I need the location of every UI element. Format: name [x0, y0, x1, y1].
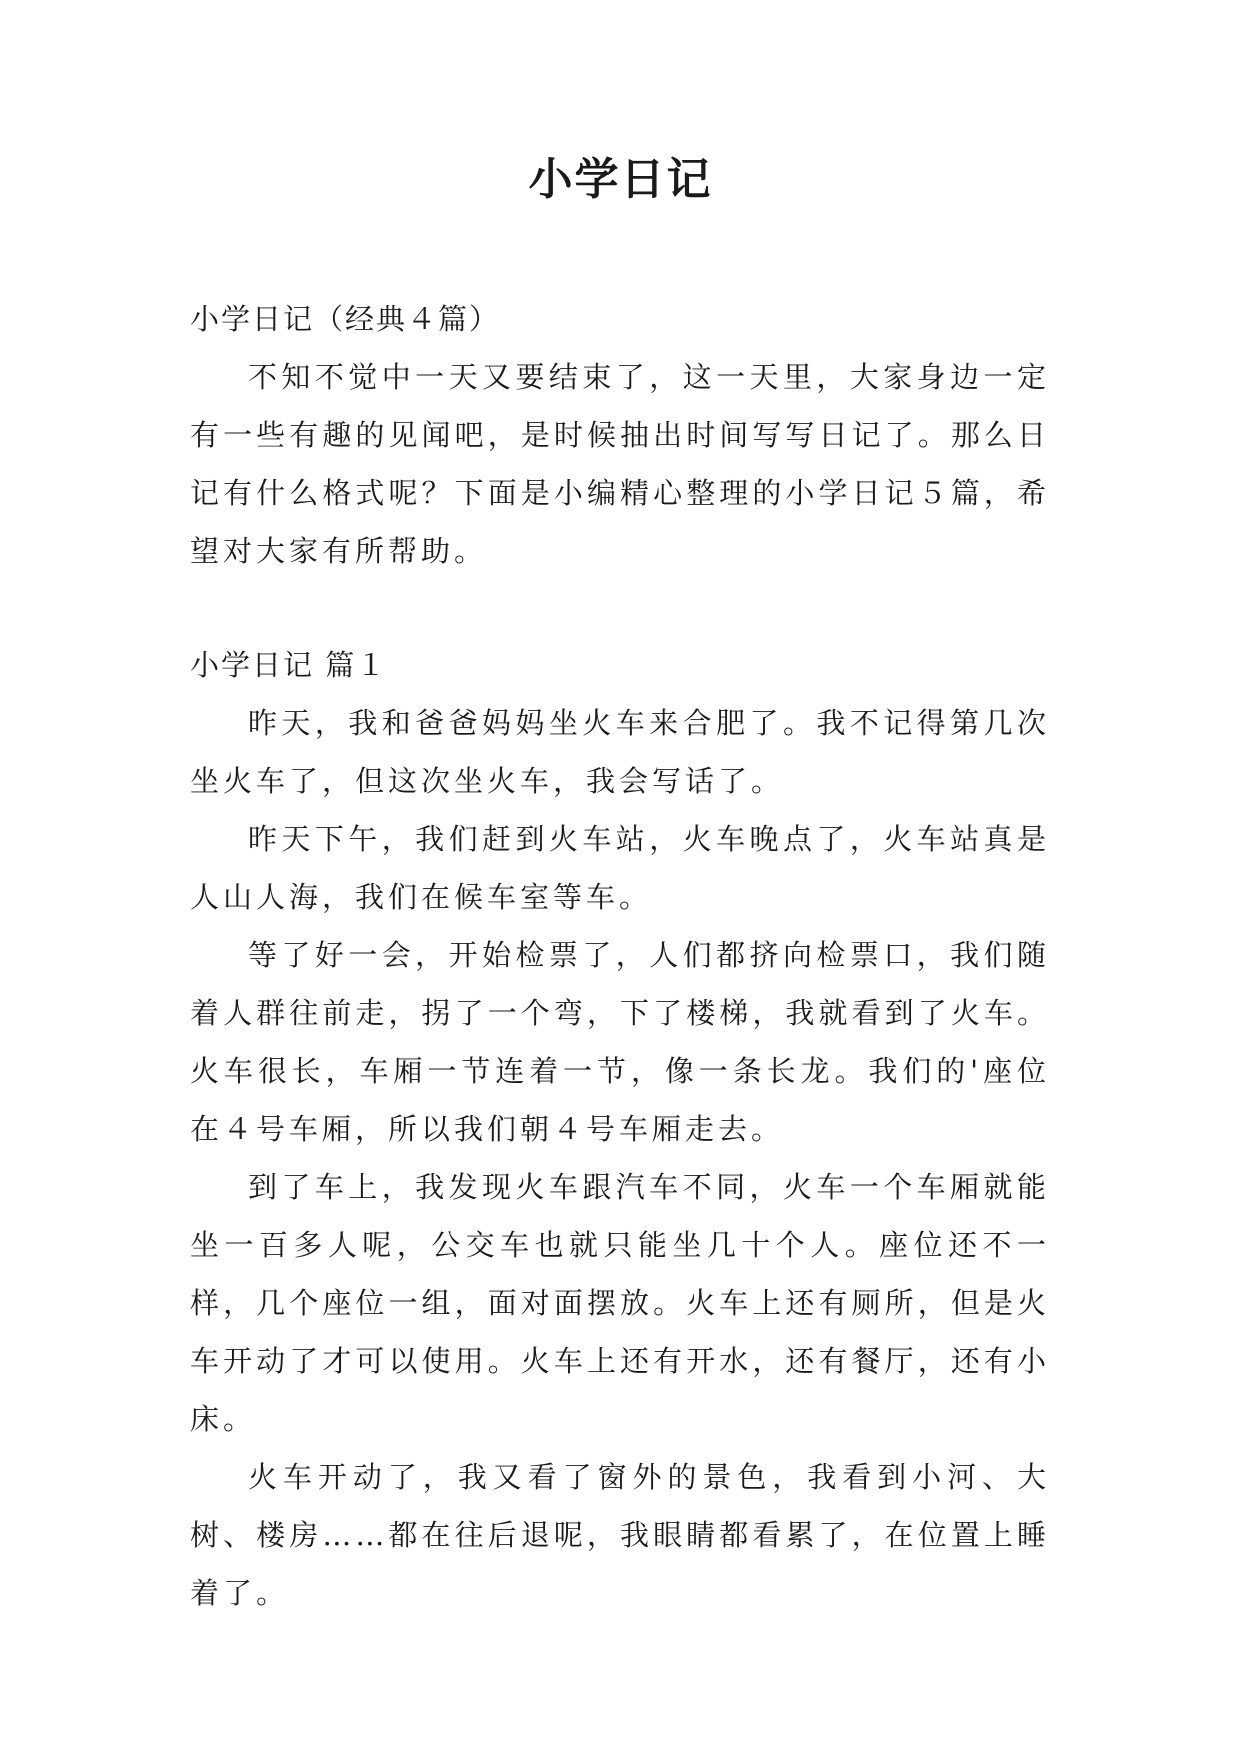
- body-paragraph: 昨天下午，我们赶到火车站，火车晚点了，火车站真是人山人海，我们在候车室等车。: [190, 822, 1050, 914]
- page-title: 小学日记: [528, 154, 713, 205]
- section-heading: 小学日记 篇１: [190, 648, 388, 682]
- body-paragraph: 火车开动了，我又看了窗外的景色，我看到小河、大树、楼房……都在往后退呢，我眼睛都看累了，在位置上睡着了。: [190, 1460, 1050, 1610]
- intro-paragraph: 不知不觉中一天又要结束了，这一天里，大家身边一定有一些有趣的见闻吧，是时候抽出时间写写日记了。那么日记有什么格式呢？下面是小编精心整理的小学日记５篇，希望对大家有所帮助。: [190, 360, 1050, 568]
- document-subtitle: 小学日记（经典４篇）: [190, 302, 501, 336]
- document-body: [190, 290, 1050, 1622]
- body-paragraph: 昨天，我和爸爸妈妈坐火车来合肥了。我不记得第几次坐火车了，但这次坐火车，我会写话了。: [190, 706, 1050, 798]
- body-paragraph: 等了好一会，开始检票了，人们都挤向检票口，我们随着人群往前走，拐了一个弯，下了楼梯，我就看到了火车。火车很长，车厢一节连着一节，像一条长龙。我们的'座位在４号车厢，所以我们朝４号车厢走去。: [190, 938, 1050, 1146]
- body-paragraph: 到了车上，我发现火车跟汽车不同，火车一个车厢就能坐一百多人呢，公交车也就只能坐几十个人。座位还不一样，几个座位一组，面对面摆放。火车上还有厕所，但是火车开动了才可以使用。火车上还有开水，还有餐厅，还有小床。: [190, 1170, 1050, 1436]
